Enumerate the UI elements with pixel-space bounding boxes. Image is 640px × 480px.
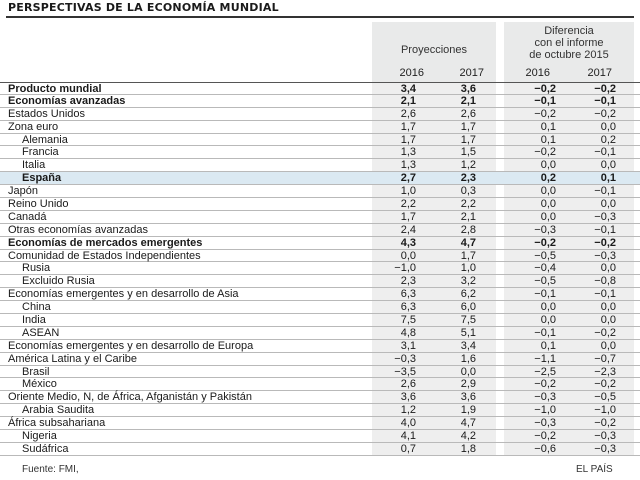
row-value: 1,0 bbox=[460, 262, 476, 275]
header-projections: Proyecciones bbox=[400, 44, 468, 56]
table-row bbox=[0, 430, 640, 443]
row-value: 0,1 bbox=[540, 133, 556, 146]
row-value: 1,7 bbox=[400, 210, 416, 223]
row-value: 2,1 bbox=[460, 210, 476, 223]
row-value: 7,5 bbox=[460, 314, 476, 327]
row-label: Comunidad de Estados Independientes bbox=[8, 249, 201, 262]
row-label: Economías de mercados emergentes bbox=[8, 236, 203, 249]
row-value: −0,8 bbox=[594, 275, 616, 288]
row-value: −0,1 bbox=[594, 288, 616, 301]
title-rule bbox=[6, 16, 634, 18]
row-value: −0,1 bbox=[594, 94, 616, 107]
row-value: 2,3 bbox=[460, 172, 476, 185]
row-label: India bbox=[22, 314, 46, 327]
row-value: 1,9 bbox=[460, 404, 476, 417]
brand-credit: EL PAÍS bbox=[576, 464, 613, 475]
row-value: 1,5 bbox=[460, 146, 476, 159]
row-value: −0,3 bbox=[534, 417, 556, 430]
row-value: −0,3 bbox=[394, 352, 416, 365]
row-value: 3,6 bbox=[460, 391, 476, 404]
row-value: 2,9 bbox=[460, 378, 476, 391]
table-row bbox=[0, 159, 640, 172]
row-value: −0,2 bbox=[594, 107, 616, 120]
row-value: 0,0 bbox=[600, 314, 616, 327]
row-value: 4,0 bbox=[400, 417, 416, 430]
row-value: 2,8 bbox=[460, 223, 476, 236]
row-value: −0,3 bbox=[594, 210, 616, 223]
table-row bbox=[0, 172, 640, 185]
row-value: 3,1 bbox=[400, 339, 416, 352]
row-value: 4,7 bbox=[460, 417, 476, 430]
table-row bbox=[0, 82, 640, 95]
table-row bbox=[0, 95, 640, 108]
row-label: Rusia bbox=[22, 262, 51, 275]
row-label: Italia bbox=[22, 159, 46, 172]
row-value: 0,0 bbox=[540, 301, 556, 314]
row-value: 0,0 bbox=[600, 120, 616, 133]
row-label: Oriente Medio, N, de África, Afganistán y Pakistán bbox=[8, 391, 252, 404]
row-value: 0,0 bbox=[540, 198, 556, 211]
row-value: 3,6 bbox=[400, 391, 416, 404]
row-value: 0,0 bbox=[600, 262, 616, 275]
row-label: Arabia Saudita bbox=[22, 404, 95, 417]
table-row bbox=[0, 404, 640, 417]
row-value: −0,4 bbox=[534, 262, 556, 275]
row-label: Japón bbox=[8, 185, 38, 198]
row-label: Economías emergentes y en desarrollo de Asia bbox=[8, 288, 239, 301]
row-value: 5,1 bbox=[460, 326, 476, 339]
table-row bbox=[0, 198, 640, 211]
row-value: 0,0 bbox=[600, 159, 616, 172]
row-label: Reino Unido bbox=[8, 198, 69, 211]
row-label: Economías emergentes y en desarrollo de Europa bbox=[8, 339, 254, 352]
row-value: −1,0 bbox=[594, 404, 616, 417]
row-value: 2,1 bbox=[400, 94, 416, 107]
row-value: −0,1 bbox=[594, 185, 616, 198]
row-value: 1,0 bbox=[400, 185, 416, 198]
row-label: Sudáfrica bbox=[22, 442, 69, 455]
row-value: 1,7 bbox=[400, 120, 416, 133]
row-value: 1,7 bbox=[400, 133, 416, 146]
row-value: −0,2 bbox=[594, 326, 616, 339]
row-value: −0,2 bbox=[534, 83, 556, 95]
row-value: −0,3 bbox=[594, 249, 616, 262]
row-value: 4,1 bbox=[400, 430, 416, 443]
row-value: 2,2 bbox=[400, 198, 416, 211]
row-value: 6,0 bbox=[460, 301, 476, 314]
row-value: 1,8 bbox=[460, 442, 476, 455]
row-value: −0,3 bbox=[534, 391, 556, 404]
row-value: −0,1 bbox=[594, 146, 616, 159]
row-value: −1,1 bbox=[534, 352, 556, 365]
row-value: −0,5 bbox=[534, 249, 556, 262]
table-row bbox=[0, 211, 640, 224]
table-row bbox=[0, 301, 640, 314]
row-value: 1,2 bbox=[460, 159, 476, 172]
row-value: 1,2 bbox=[400, 404, 416, 417]
row-value: −0,2 bbox=[594, 378, 616, 391]
year-header: 2017 bbox=[459, 67, 484, 79]
row-value: −0,6 bbox=[534, 442, 556, 455]
row-value: 6,3 bbox=[400, 301, 416, 314]
row-label: África subsahariana bbox=[8, 417, 106, 430]
row-value: 1,7 bbox=[460, 133, 476, 146]
year-header: 2017 bbox=[587, 67, 612, 79]
row-value: 6,2 bbox=[460, 288, 476, 301]
table-row bbox=[0, 288, 640, 301]
row-value: −0,1 bbox=[534, 326, 556, 339]
row-value: 2,2 bbox=[460, 198, 476, 211]
row-value: 2,6 bbox=[400, 378, 416, 391]
row-label: ASEAN bbox=[22, 326, 60, 339]
row-label: Zona euro bbox=[8, 120, 59, 133]
row-value: 0,0 bbox=[540, 210, 556, 223]
row-value: 4,7 bbox=[460, 236, 476, 249]
row-value: −1,0 bbox=[394, 262, 416, 275]
row-label: Producto mundial bbox=[8, 83, 102, 95]
table-row bbox=[0, 340, 640, 353]
row-value: 4,3 bbox=[400, 236, 416, 249]
row-label: Brasil bbox=[22, 365, 50, 378]
table-row bbox=[0, 108, 640, 121]
header-difference-line2: con el informe bbox=[534, 37, 604, 49]
row-value: 0,0 bbox=[540, 159, 556, 172]
row-value: −1,0 bbox=[534, 404, 556, 417]
row-value: 0,2 bbox=[540, 172, 556, 185]
table-row bbox=[0, 224, 640, 237]
table-row bbox=[0, 327, 640, 340]
row-value: 3,4 bbox=[460, 339, 476, 352]
row-value: 0,1 bbox=[540, 120, 556, 133]
row-value: 0,0 bbox=[540, 185, 556, 198]
row-value: 3,2 bbox=[460, 275, 476, 288]
table-row bbox=[0, 378, 640, 391]
row-value: −0,3 bbox=[534, 223, 556, 236]
table-row bbox=[0, 250, 640, 263]
row-value: −0,1 bbox=[594, 223, 616, 236]
row-value: 0,2 bbox=[600, 133, 616, 146]
header-difference-line1: Diferencia bbox=[544, 25, 594, 37]
row-value: 6,3 bbox=[400, 288, 416, 301]
row-value: 1,3 bbox=[400, 146, 416, 159]
year-header: 2016 bbox=[399, 67, 424, 79]
row-value: −0,5 bbox=[534, 275, 556, 288]
table-row bbox=[0, 134, 640, 147]
table-row bbox=[0, 146, 640, 159]
row-value: −0,2 bbox=[594, 417, 616, 430]
table-row bbox=[0, 443, 640, 456]
row-label: América Latina y el Caribe bbox=[8, 352, 138, 365]
table-row bbox=[0, 391, 640, 404]
row-value: −3,5 bbox=[394, 365, 416, 378]
row-value: 1,3 bbox=[400, 159, 416, 172]
table-row bbox=[0, 262, 640, 275]
row-label: Otras economías avanzadas bbox=[8, 223, 149, 236]
row-label: Economías avanzadas bbox=[8, 94, 126, 107]
table-row bbox=[0, 185, 640, 198]
row-value: −0,2 bbox=[594, 83, 616, 95]
row-value: −0,1 bbox=[534, 288, 556, 301]
row-value: 2,4 bbox=[400, 223, 416, 236]
row-value: 0,1 bbox=[540, 339, 556, 352]
row-label: México bbox=[22, 378, 57, 391]
page-title: PERSPECTIVAS DE LA ECONOMÍA MUNDIAL bbox=[8, 1, 279, 14]
row-value: 0,0 bbox=[400, 249, 416, 262]
row-value: −0,7 bbox=[594, 352, 616, 365]
row-label: Alemania bbox=[22, 133, 68, 146]
row-value: −2,5 bbox=[534, 365, 556, 378]
row-value: −0,2 bbox=[534, 146, 556, 159]
row-value: 4,2 bbox=[460, 430, 476, 443]
row-value: −0,2 bbox=[534, 236, 556, 249]
row-label: Excluido Rusia bbox=[22, 275, 95, 288]
row-value: 3,4 bbox=[400, 83, 416, 95]
row-value: 2,1 bbox=[460, 94, 476, 107]
row-value: −0,2 bbox=[534, 378, 556, 391]
row-value: 2,7 bbox=[400, 172, 416, 185]
row-value: −2,3 bbox=[594, 365, 616, 378]
header-difference-line3: de octubre 2015 bbox=[529, 49, 609, 61]
table-row bbox=[0, 314, 640, 327]
table-row bbox=[0, 366, 640, 379]
row-value: −0,5 bbox=[594, 391, 616, 404]
row-value: 2,6 bbox=[400, 107, 416, 120]
row-value: 0,7 bbox=[400, 442, 416, 455]
row-value: 0,1 bbox=[600, 172, 616, 185]
row-value: 4,8 bbox=[400, 326, 416, 339]
year-header: 2016 bbox=[525, 67, 550, 79]
row-label: España bbox=[22, 172, 62, 185]
row-value: 0,0 bbox=[540, 314, 556, 327]
table-row bbox=[0, 121, 640, 134]
row-value: 0,0 bbox=[600, 301, 616, 314]
row-value: −0,2 bbox=[534, 107, 556, 120]
row-value: −0,3 bbox=[594, 442, 616, 455]
row-value: 2,6 bbox=[460, 107, 476, 120]
row-value: 0,0 bbox=[600, 339, 616, 352]
data-table bbox=[0, 82, 640, 456]
header-difference bbox=[504, 25, 634, 61]
row-label: Francia bbox=[22, 146, 59, 159]
row-label: Estados Unidos bbox=[8, 107, 86, 120]
row-value: −0,2 bbox=[594, 236, 616, 249]
row-label: China bbox=[22, 301, 51, 314]
row-value: −0,3 bbox=[594, 430, 616, 443]
row-value: −0,2 bbox=[534, 430, 556, 443]
row-value: −0,1 bbox=[534, 94, 556, 107]
row-value: 0,0 bbox=[460, 365, 476, 378]
row-value: 1,7 bbox=[460, 120, 476, 133]
row-value: 2,3 bbox=[400, 275, 416, 288]
table-row bbox=[0, 353, 640, 366]
row-label: Nigeria bbox=[22, 430, 57, 443]
table-row bbox=[0, 417, 640, 430]
row-value: 0,0 bbox=[600, 198, 616, 211]
source-note: Fuente: FMI, bbox=[22, 464, 79, 475]
table-row bbox=[0, 275, 640, 288]
row-value: 1,6 bbox=[460, 352, 476, 365]
row-value: 3,6 bbox=[460, 83, 476, 95]
row-value: 0,3 bbox=[460, 185, 476, 198]
row-value: 7,5 bbox=[400, 314, 416, 327]
table-row bbox=[0, 237, 640, 250]
row-value: 1,7 bbox=[460, 249, 476, 262]
row-label: Canadá bbox=[8, 210, 47, 223]
